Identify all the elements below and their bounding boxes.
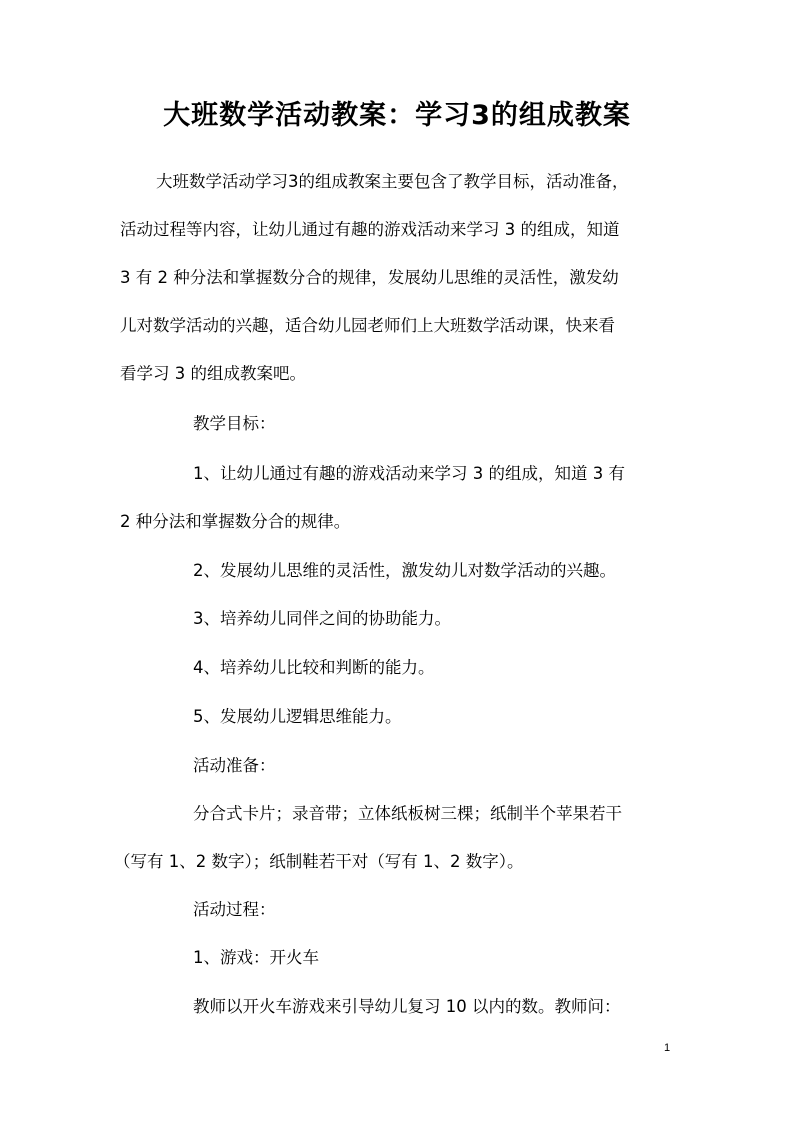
section-heading-teaching-goals: 教学目标：	[193, 414, 276, 433]
preparation-line-1: 分合式卡片；录音带；立体纸板树三棵；纸制半个苹果若干	[193, 804, 622, 823]
paragraph-line-5: 看学习 3 的组成教案吧。	[120, 364, 306, 383]
paragraph-line-3: 3 有 2 种分法和掌握数分合的规律，发展幼儿思维的灵活性，激发幼	[120, 268, 619, 287]
goal-item-1-continued: 2 种分法和掌握数分合的规律。	[120, 512, 351, 531]
process-item-1: 1、游戏：开火车	[193, 948, 319, 967]
document-title: 大班数学活动教案：学习3的组成教案	[163, 100, 631, 131]
process-paragraph-line-1: 教师以开火车游戏来引导幼儿复习 10 以内的数。教师问：	[193, 997, 621, 1016]
goal-item-4: 4、培养幼儿比较和判断的能力。	[193, 658, 435, 677]
page-number: 1	[664, 1042, 671, 1054]
preparation-line-2: （写有 1、2 数字）；纸制鞋若干对（写有 1、2 数字）。	[114, 852, 524, 871]
goal-item-3: 3、培养幼儿同伴之间的协助能力。	[193, 609, 451, 628]
section-heading-preparation: 活动准备：	[193, 756, 276, 775]
paragraph-line-1: 大班数学活动学习3的组成教案主要包含了教学目标，活动准备，	[156, 172, 629, 191]
paragraph-line-4: 儿对数学活动的兴趣，适合幼儿园老师们上大班数学活动课，快来看	[120, 316, 615, 335]
goal-item-2: 2、发展幼儿思维的灵活性，激发幼儿对数学活动的兴趣。	[193, 561, 616, 580]
section-heading-process: 活动过程：	[193, 900, 276, 919]
paragraph-line-2: 活动过程等内容，让幼儿通过有趣的游戏活动来学习 3 的组成，知道	[120, 220, 620, 239]
goal-item-1: 1、让幼儿通过有趣的游戏活动来学习 3 的组成，知道 3 有	[193, 464, 625, 483]
goal-item-5: 5、发展幼儿逻辑思维能力。	[193, 707, 402, 726]
